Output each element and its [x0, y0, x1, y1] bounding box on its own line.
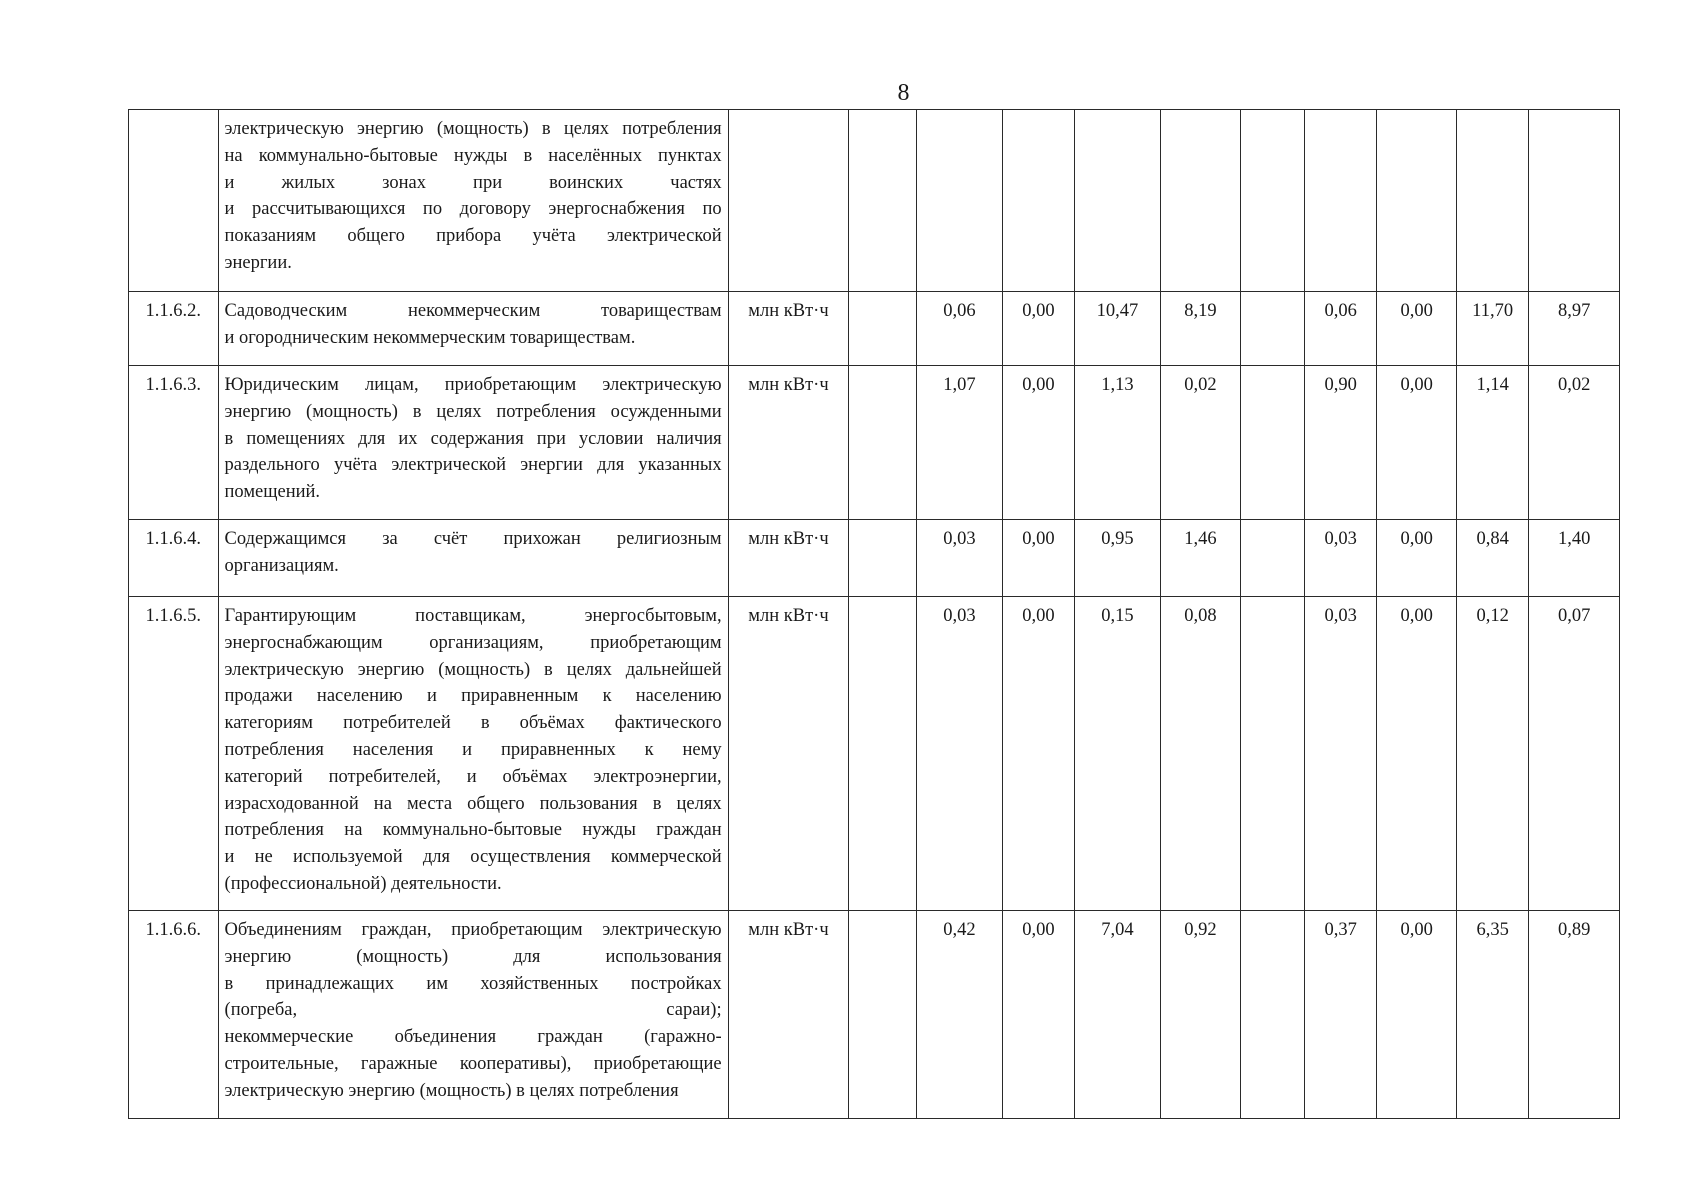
value-cell: 11,70	[1456, 292, 1528, 366]
value-cell: 6,35	[1456, 911, 1528, 1119]
row-number: 1.1.6.2.	[129, 292, 219, 366]
value-cell: 0,00	[1377, 911, 1456, 1119]
table-row	[129, 292, 1620, 366]
description-line: электрическую энергию (мощность) в целях дальнейшей	[224, 659, 722, 680]
description-line: электрическую энергию (мощность) в целях потребления	[224, 1080, 679, 1101]
value-cell: 0,37	[1305, 911, 1377, 1119]
row-number: 1.1.6.5.	[129, 597, 219, 911]
value-cell: 0,00	[1003, 520, 1074, 597]
description-line: в принадлежащих им хозяйственных постройках	[224, 973, 722, 994]
value-cell: 0,95	[1074, 520, 1161, 597]
value-cell	[1240, 366, 1304, 520]
description-line: израсходованной на места общего пользования в целях	[224, 793, 722, 814]
description-line: Юридическим лицам, приобретающим электрическую	[224, 375, 722, 395]
value-cell: 0,00	[1003, 292, 1074, 366]
row-number: 1.1.6.3.	[129, 366, 219, 520]
table-row	[129, 911, 1620, 1119]
row-description	[218, 110, 728, 292]
description-line: и не используемой для осуществления коммерческой	[224, 847, 722, 868]
row-number	[129, 110, 219, 292]
description-line: и огородническим некоммерческим товариществам.	[224, 327, 636, 348]
unit-cell: млн кВт·ч	[728, 292, 849, 366]
value-cell: 0,12	[1456, 597, 1528, 911]
row-description	[218, 597, 728, 911]
row-number: 1.1.6.4.	[129, 520, 219, 597]
value-cell	[1529, 110, 1620, 292]
description-line: энергию (мощность) для использования	[224, 946, 722, 967]
description-line: энергию (мощность) в целях потребления осужденными	[224, 401, 722, 422]
description-line: категориям потребителей в объёмах фактического	[224, 713, 722, 734]
value-cell: 0,89	[1529, 911, 1620, 1119]
description-line: (профессиональной) деятельности.	[224, 873, 502, 894]
value-cell	[916, 110, 1003, 292]
value-cell: 0,03	[1305, 597, 1377, 911]
value-cell: 0,06	[1305, 292, 1377, 366]
value-cell: 0,00	[1003, 597, 1074, 911]
value-cell: 1,13	[1074, 366, 1161, 520]
value-cell: 0,15	[1074, 597, 1161, 911]
value-cell	[1240, 597, 1304, 911]
unit-cell: млн кВт·ч	[728, 911, 849, 1119]
description-line: продажи населению и приравненным к населению	[224, 686, 722, 707]
value-cell	[1240, 520, 1304, 597]
value-cell	[1305, 110, 1377, 292]
value-cell: 0,84	[1456, 520, 1528, 597]
value-cell: 1,07	[916, 366, 1003, 520]
description-line: Объединениям граждан, приобретающим электрическую	[224, 920, 722, 940]
value-cell: 0,03	[916, 520, 1003, 597]
value-cell: 0,02	[1529, 366, 1620, 520]
description-line: и рассчитывающихся по договору энергоснабжения по	[224, 199, 722, 220]
value-cell	[1240, 911, 1304, 1119]
value-cell: 10,47	[1074, 292, 1161, 366]
value-cell: 0,92	[1161, 911, 1240, 1119]
row-description	[218, 911, 728, 1119]
value-cell: 0,00	[1003, 366, 1074, 520]
value-cell: 8,19	[1161, 292, 1240, 366]
description-line: Содержащимся за счёт прихожан религиозным	[224, 529, 722, 549]
value-cell	[849, 520, 916, 597]
value-cell	[1240, 110, 1304, 292]
value-cell: 0,08	[1161, 597, 1240, 911]
value-cell	[849, 110, 916, 292]
description-line: категорий потребителей, и объёмах электроэнергии,	[224, 766, 722, 787]
description-line: потребления на коммунально-бытовые нужды граждан	[224, 820, 722, 841]
tariff-table	[128, 109, 1620, 1119]
value-cell: 0,07	[1529, 597, 1620, 911]
value-cell: 8,97	[1529, 292, 1620, 366]
value-cell: 0,06	[916, 292, 1003, 366]
value-cell	[1003, 110, 1074, 292]
value-cell: 1,14	[1456, 366, 1528, 520]
unit-cell: млн кВт·ч	[728, 597, 849, 911]
description-line: (погреба, сараи);	[224, 1000, 722, 1021]
value-cell	[849, 911, 916, 1119]
value-cell	[1377, 110, 1456, 292]
value-cell: 0,42	[916, 911, 1003, 1119]
description-line: в помещениях для их содержания при условии наличия	[224, 428, 722, 449]
value-cell: 0,00	[1003, 911, 1074, 1119]
value-cell: 0,03	[916, 597, 1003, 911]
description-line: некоммерческие объединения граждан (гаражно-	[224, 1027, 722, 1048]
value-cell: 0,00	[1377, 366, 1456, 520]
row-description	[218, 292, 728, 366]
unit-cell	[728, 110, 849, 292]
row-description	[218, 520, 728, 597]
description-line: организациям.	[224, 555, 339, 576]
value-cell	[849, 292, 916, 366]
description-line: помещений.	[224, 482, 321, 503]
value-cell: 0,03	[1305, 520, 1377, 597]
description-line: электрическую энергию (мощность) в целях потребления	[224, 119, 722, 139]
row-description	[218, 366, 728, 520]
value-cell	[1456, 110, 1528, 292]
value-cell	[1161, 110, 1240, 292]
unit-cell: млн кВт·ч	[728, 520, 849, 597]
description-line: потребления населения и приравненных к нему	[224, 739, 722, 760]
description-line: показаниям общего прибора учёта электрической	[224, 226, 722, 247]
value-cell: 0,00	[1377, 292, 1456, 366]
description-line: Гарантирующим поставщикам, энергосбытовым,	[224, 606, 722, 626]
value-cell: 0,00	[1377, 597, 1456, 911]
unit-cell: млн кВт·ч	[728, 366, 849, 520]
value-cell	[849, 597, 916, 911]
value-cell: 7,04	[1074, 911, 1161, 1119]
description-line: на коммунально-бытовые нужды в населённых пунктах	[224, 145, 722, 166]
value-cell: 1,40	[1529, 520, 1620, 597]
description-line: энергоснабжающим организациям, приобретающим	[224, 632, 722, 653]
row-number: 1.1.6.6.	[129, 911, 219, 1119]
value-cell: 0,90	[1305, 366, 1377, 520]
value-cell: 0,02	[1161, 366, 1240, 520]
description-line: и жилых зонах при воинских частях	[224, 172, 722, 193]
value-cell	[849, 366, 916, 520]
description-line: Садоводческим некоммерческим товариществам	[224, 301, 722, 321]
table-row	[129, 110, 1620, 292]
description-line: энергии.	[224, 252, 292, 273]
table-row	[129, 597, 1620, 911]
description-line: раздельного учёта электрической энергии для указанных	[224, 455, 722, 476]
table-row	[129, 520, 1620, 597]
page-number: 8	[897, 80, 910, 106]
description-line: строительные, гаражные кооперативы), приобретающие	[224, 1053, 722, 1074]
value-cell	[1074, 110, 1161, 292]
value-cell: 0,00	[1377, 520, 1456, 597]
value-cell: 1,46	[1161, 520, 1240, 597]
table-row	[129, 366, 1620, 520]
value-cell	[1240, 292, 1304, 366]
